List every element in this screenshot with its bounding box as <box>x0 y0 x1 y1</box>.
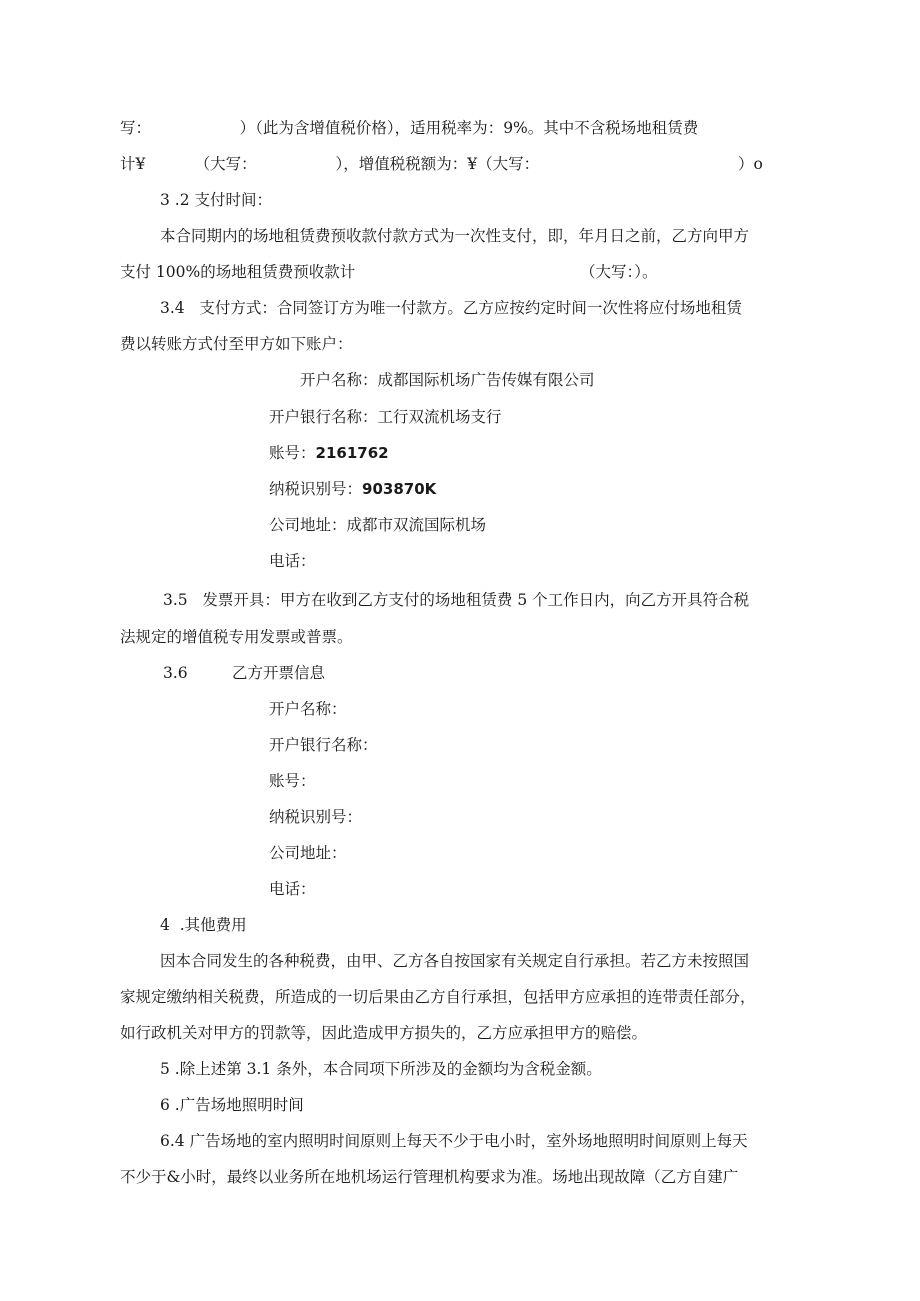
party-a-bank-name: 开户银行名称：工行双流机场支行 <box>269 408 502 426</box>
party-b-tax-id: 纳税识别号： <box>269 808 363 826</box>
payment-time-para-2-end: （大写：）。 <box>580 263 658 281</box>
price-line: 写： ）（此为含增值税价格），适用税率为：9%。其中不含税场地租赁费 <box>120 119 699 137</box>
party-a-tax-id <box>269 479 436 499</box>
section-3-5-para-1: 3.5 发票开具：甲方在收到乙方支付的场地租赁费 5 个工作日内，向乙方开具符合税 <box>163 591 750 609</box>
section-4-para-3: 如行政机关对甲方的罚款等，因此造成甲方损失的，乙方应承担甲方的赔偿。 <box>120 1024 648 1042</box>
section-6-heading: 6 .广告场地照明时间 <box>160 1096 304 1114</box>
section-5: 5 .除上述第 3.1 条外，本合同项下所涉及的金额均为含税金额。 <box>160 1060 602 1078</box>
payment-time-para-1: 本合同期内的场地租赁费预收款付款方式为一次性支付，即，年月日之前，乙方向甲方 <box>160 227 750 245</box>
section-6-4-para-2: 不少于&小时，最终以业务所在地机场运行管理机构要求为准。场地出现故障（乙方自建广 <box>120 1168 739 1186</box>
payment-time-para-2: 支付 100%的场地租赁费预收款计 <box>120 263 356 281</box>
party-b-account-number: 账号： <box>269 772 316 790</box>
tax-amount-line-end: ）o <box>738 155 763 173</box>
party-b-phone: 电话： <box>269 880 316 898</box>
tax-id-label: 纳税识别号： <box>269 480 363 498</box>
section-4-para-2: 家规定缴纳相关税费，所造成的一切后果由乙方自行承担，包括甲方应承担的连带责任部分， <box>120 988 756 1006</box>
party-a-account-number <box>269 443 389 463</box>
tax-id-value: 903870K <box>362 480 437 498</box>
account-number-label: 账号： <box>269 444 316 462</box>
section-3-4-para-1: 3.4 支付方式：合同签订方为唯一付款方。乙方应按约定时间一次性将应付场地租赁 <box>160 299 742 317</box>
section-3-6-heading: 3.6 乙方开票信息 <box>163 664 325 682</box>
section-3-4-para-2: 费以转账方式付至甲方如下账户： <box>120 335 353 353</box>
party-b-bank-name: 开户银行名称： <box>269 736 378 754</box>
section-3-5-para-2: 法规定的增值税专用发票或普票。 <box>120 628 353 646</box>
section-4-para-1: 因本合同发生的各种税费，由甲、乙方各自按国家有关规定自行承担。若乙方未按照国 <box>160 952 750 970</box>
account-number-value: 2161762 <box>315 444 389 462</box>
party-b-address: 公司地址： <box>269 844 347 862</box>
section-6-4-para-1: 6.4 广告场地的室内照明时间原则上每天不少于电小时，室外场地照明时间原则上每天 <box>160 1132 748 1150</box>
tax-amount-line: 计¥ （大写： ），增值税税额为：¥（大写： <box>120 155 540 173</box>
section-3-2-heading: 3 .2 支付时间： <box>160 191 273 209</box>
party-a-phone: 电话： <box>269 552 316 570</box>
section-4-heading: 4 .其他费用 <box>160 916 247 934</box>
party-a-address: 公司地址：成都市双流国际机场 <box>269 516 487 534</box>
party-b-account-name: 开户名称： <box>269 700 347 718</box>
party-a-account-name: 开户名称：成都国际机场广告传媒有限公司 <box>300 371 595 389</box>
